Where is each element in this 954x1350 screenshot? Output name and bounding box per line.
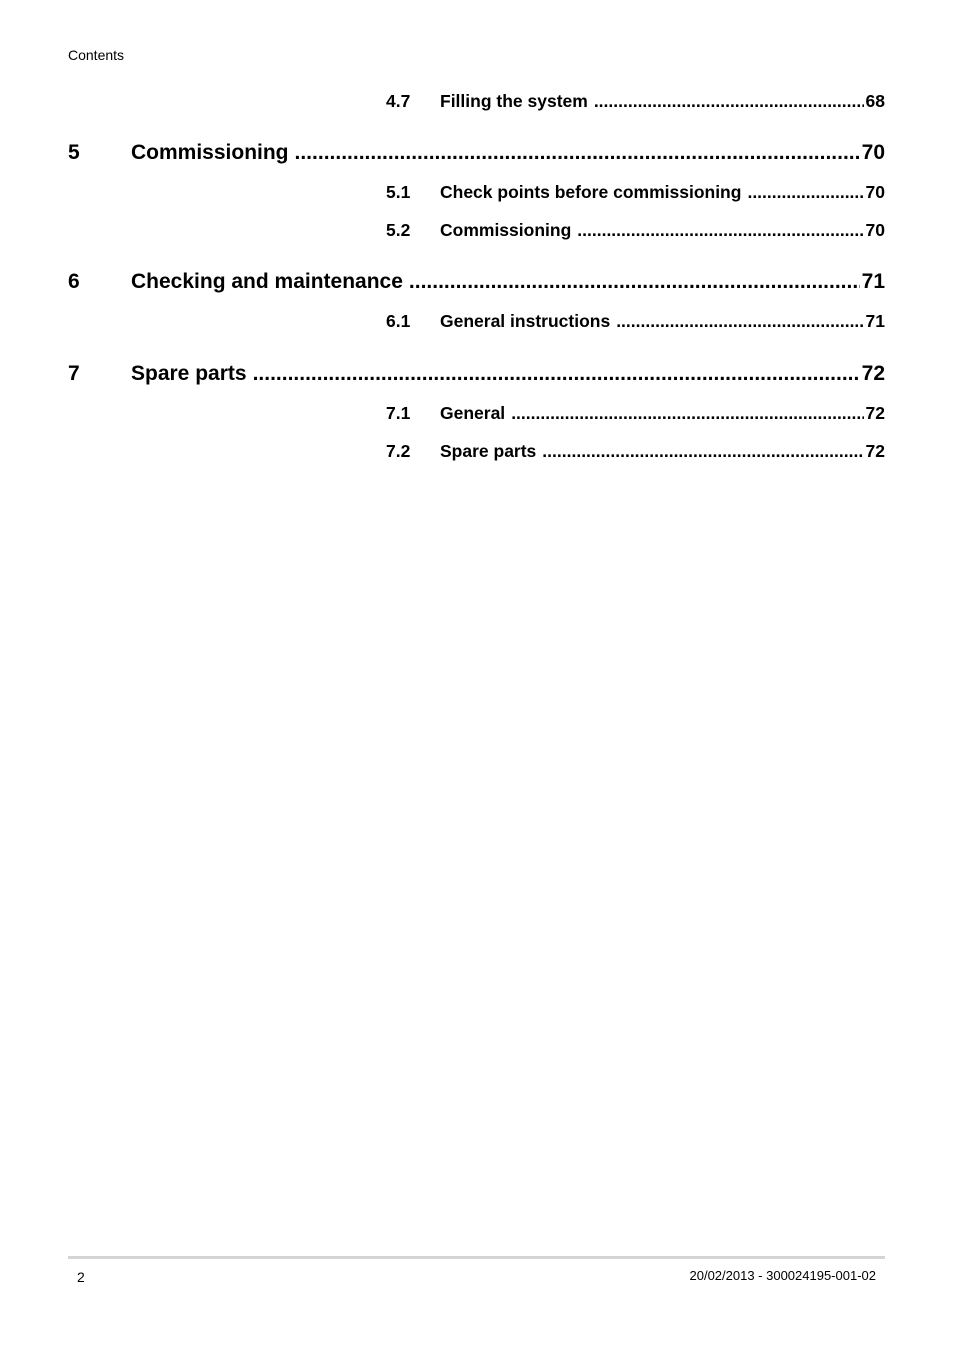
toc-entry-5[interactable]: [68, 141, 885, 165]
toc-entry-number: 7.2: [386, 441, 411, 461]
toc-leader-dots: [577, 220, 863, 241]
footer-reference: 20/02/2013 - 300024195-001-02: [689, 1268, 876, 1283]
toc-entry-page: 71: [861, 270, 885, 293]
toc-entry-number: 7: [68, 362, 80, 385]
toc-entry-5-2[interactable]: [386, 220, 885, 241]
toc-entry-page: 68: [865, 91, 885, 111]
toc-entry-7-1[interactable]: [386, 403, 885, 424]
toc-leader-dots: [295, 141, 860, 165]
toc-leader-dots: [511, 403, 863, 424]
toc-leader-dots: [594, 91, 864, 112]
toc-entry-title: Spare parts: [131, 362, 247, 385]
toc-entry-number: 6: [68, 270, 80, 293]
toc-entry-4-7[interactable]: [386, 91, 885, 112]
toc-entry-title: Commissioning: [131, 141, 289, 164]
toc-entry-7-2[interactable]: [386, 441, 885, 462]
toc-entry-page: 70: [861, 141, 885, 164]
toc-leader-dots: [747, 182, 863, 203]
toc-entry-title: Spare parts: [440, 441, 537, 461]
toc-entry-title: General instructions: [440, 311, 611, 331]
toc-entry-number: 4.7: [386, 91, 411, 111]
toc-leader-dots: [409, 270, 860, 294]
toc-leader-dots: [542, 441, 863, 462]
toc-entry-title: Commissioning: [440, 220, 572, 240]
toc-entry-6[interactable]: [68, 270, 885, 294]
toc-entry-page: 71: [865, 311, 885, 331]
toc-entry-number: 5.2: [386, 220, 411, 240]
toc-entry-page: 70: [865, 220, 885, 240]
toc-entry-title: Check points before commissioning: [440, 182, 742, 202]
running-header: Contents: [68, 47, 125, 63]
toc-entry-page: 70: [865, 182, 885, 202]
toc-entry-page: 72: [865, 403, 885, 423]
toc-leader-dots: [616, 311, 863, 332]
toc-entry-title: General: [440, 403, 506, 423]
toc-entry-number: 7.1: [386, 403, 411, 423]
toc-leader-dots: [253, 362, 860, 386]
toc-entry-5-1[interactable]: [386, 182, 885, 203]
toc-entry-6-1[interactable]: [386, 311, 885, 332]
toc-entry-number: 5: [68, 141, 80, 164]
footer-page-number: 2: [77, 1269, 85, 1285]
footer-divider: [68, 1256, 885, 1259]
toc-entry-title: Filling the system: [440, 91, 588, 111]
toc-entry-number: 6.1: [386, 311, 411, 331]
toc-entry-page: 72: [865, 441, 885, 461]
toc-entry-7[interactable]: [68, 362, 885, 386]
toc-entry-title: Checking and maintenance: [131, 270, 403, 293]
toc-entry-page: 72: [861, 362, 885, 385]
toc-entry-number: 5.1: [386, 182, 411, 202]
